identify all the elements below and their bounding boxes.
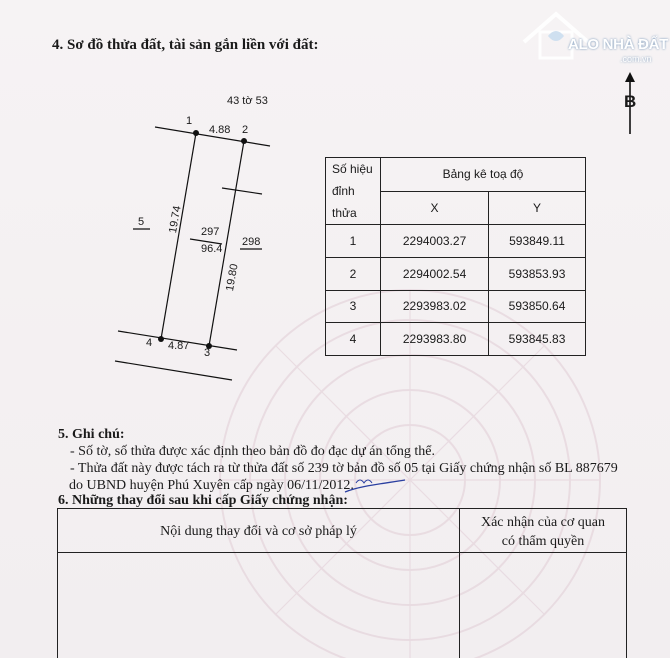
header-confirmation-line1: Xác nhận của cơ quan — [480, 515, 605, 530]
header-vertex-id: Số hiệu đỉnh thửa — [326, 158, 381, 225]
row-id: 3 — [326, 290, 381, 323]
logo-domain: .com.vn — [620, 54, 652, 64]
note-line-3: do UBND huyện Phú Xuyên cấp ngày 06/11/2012. — [69, 478, 354, 493]
neighbor-parcel-left: 5 — [138, 216, 145, 228]
confirmation-cell — [460, 553, 627, 658]
edge-right-length: 19.80 — [224, 262, 241, 293]
row-id: 2 — [326, 257, 381, 290]
section5-title: 5. Ghi chú: — [58, 427, 125, 442]
header-confirmation-line2: có thẩm quyền — [501, 534, 585, 549]
vertex-label-3: 3 — [204, 347, 211, 359]
row-id: 1 — [326, 225, 381, 258]
row-id: 4 — [326, 323, 381, 356]
header-y: Y — [489, 191, 586, 225]
row-y: 593853.93 — [489, 257, 586, 290]
parcel-area: 96.4 — [201, 243, 223, 255]
edge-left-length: 19.74 — [167, 204, 184, 235]
row-x: 2294002.54 — [381, 257, 489, 290]
header-change-content: Nội dung thay đổi và cơ sở pháp lý — [58, 509, 460, 553]
note-line-1: - Số tờ, số thửa được xác định theo bản đồ đo đạc dự án tổng thể. — [70, 444, 435, 459]
change-content-cell — [58, 553, 460, 658]
row-y: 593845.83 — [489, 323, 586, 356]
row-x: 2294003.27 — [381, 225, 489, 258]
row-y: 593849.11 — [489, 225, 586, 258]
row-x: 2293983.02 — [381, 290, 489, 323]
header-coords-title: Bảng kê toạ độ — [381, 158, 586, 192]
edge-bottom-length: 4.87 — [168, 340, 190, 352]
header-x: X — [381, 191, 489, 225]
vertex-label-1: 1 — [186, 115, 193, 127]
north-label: B — [624, 92, 637, 111]
changes-table — [57, 508, 627, 658]
section4-title: 4. Sơ đồ thửa đất, tài sản gắn liền với đất: — [52, 37, 319, 53]
header-confirmation — [460, 509, 627, 553]
note-line-2: - Thửa đất này được tách ra từ thửa đất số 239 tờ bản đồ số 05 tại Giấy chứng nhận số BL 887679 — [70, 461, 618, 476]
vertex-label-2: 2 — [242, 124, 249, 136]
row-x: 2293983.80 — [381, 323, 489, 356]
vertex-label-4: 4 — [146, 337, 153, 349]
edge-top-length: 4.88 — [209, 124, 231, 136]
logo-text: ALO NHÀ ĐẤT — [568, 36, 669, 53]
parcel-number: 297 — [201, 226, 220, 238]
row-y: 593850.64 — [489, 290, 586, 323]
section6-title: 6. Những thay đổi sau khi cấp Giấy chứng nhận: — [58, 493, 348, 508]
sheet-note: 43 tờ 53 — [227, 95, 268, 107]
neighbor-parcel-right: 298 — [242, 236, 261, 248]
